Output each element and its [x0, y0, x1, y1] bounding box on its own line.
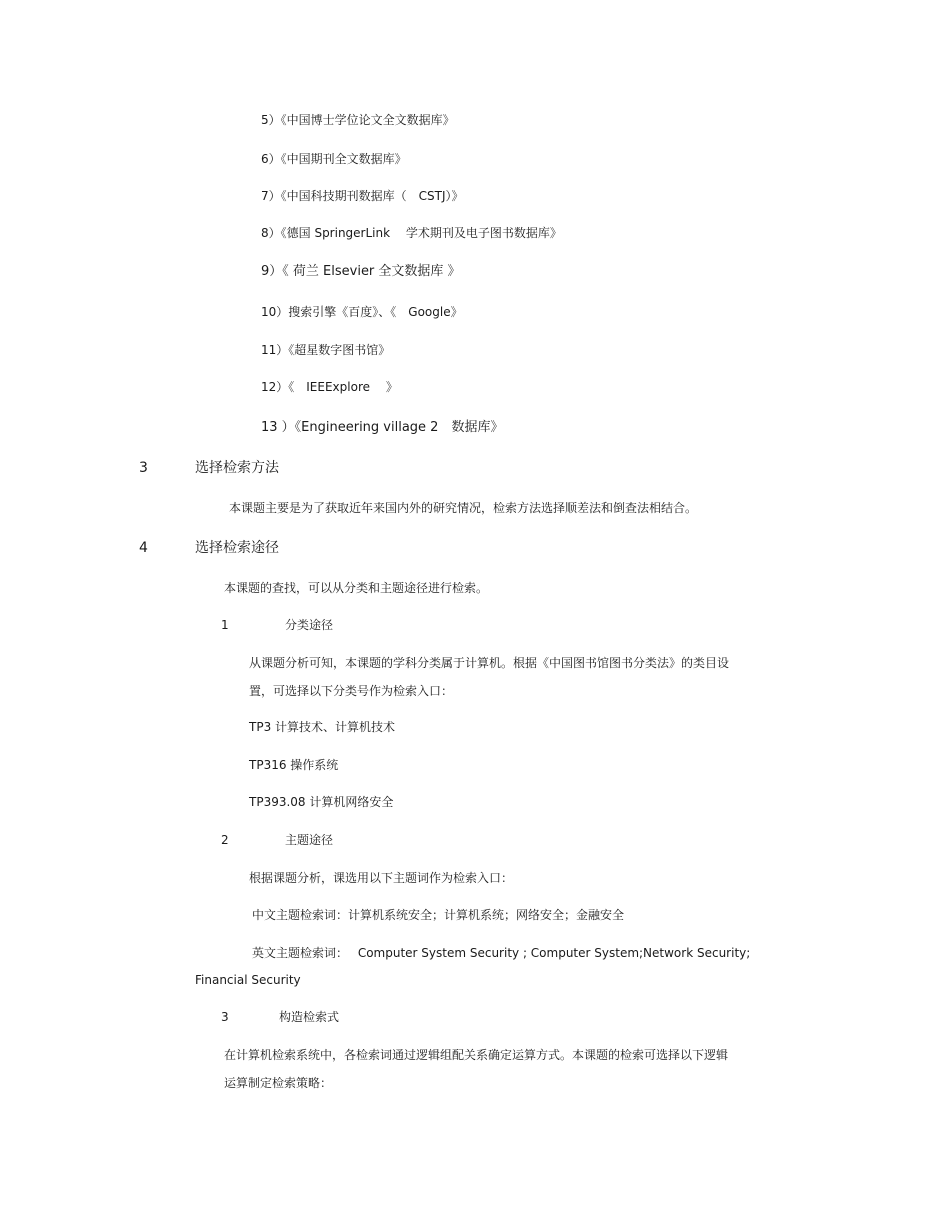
- database-item-9: 9）《 荷兰 Elsevier 全文数据库 》: [261, 264, 461, 279]
- subsection-2-number: 2: [221, 833, 229, 847]
- database-item-12: 12）《 IEEExplore 》: [261, 380, 398, 394]
- subsection-2-intro: 根据课题分析，课选用以下主题词作为检索入口：: [249, 871, 514, 885]
- subsection-1-paragraph-line-1: 从课题分析可知，本课题的学科分类属于计算机。根据《中国图书馆图书分类法》的类目设: [249, 656, 730, 670]
- subsection-1-title: 分类途径: [285, 618, 334, 632]
- subsection-3-number: 3: [221, 1010, 229, 1024]
- classification-code-tp3: TP3 计算技术、计算机技术: [249, 720, 396, 734]
- english-keywords-line-2: Financial Security: [195, 973, 301, 987]
- subsection-3-paragraph-line-2: 运算制定检索策略：: [224, 1076, 333, 1090]
- chinese-keywords: 中文主题检索词：计算机系统安全；计算机系统；网络安全；金融安全: [252, 908, 625, 922]
- database-item-8: 8）《德国 SpringerLink 学术期刊及电子图书数据库》: [261, 226, 562, 240]
- subsection-1-paragraph-line-2: 置，可选择以下分类号作为检索入口：: [249, 684, 454, 698]
- subsection-3-title: 构造检索式: [279, 1010, 340, 1024]
- database-item-11: 11）《超星数字图书馆》: [261, 343, 391, 357]
- section-3-paragraph: 本课题主要是为了获取近年来国内外的研究情况，检索方法选择顺差法和倒查法相结合。: [229, 501, 698, 515]
- subsection-1-number: 1: [221, 618, 229, 632]
- english-keywords-line-1: 英文主题检索词： Computer System Security ; Computer System;Network Security;: [252, 946, 751, 960]
- section-4-intro: 本课题的查找，可以从分类和主题途径进行检索。: [224, 581, 489, 595]
- section-4-number: 4: [139, 540, 148, 556]
- subsection-3-paragraph-line-1: 在计算机检索系统中，各检索词通过逻辑组配关系确定运算方式。本课题的检索可选择以下逻辑: [224, 1048, 729, 1062]
- subsection-2-title: 主题途径: [285, 833, 334, 847]
- classification-code-tp316: TP316 操作系统: [249, 758, 339, 772]
- database-item-13: 13 ）《Engineering village 2 数据库》: [261, 420, 504, 435]
- database-item-6: 6）《中国期刊全文数据库》: [261, 152, 407, 166]
- database-item-7: 7）《中国科技期刊数据库（ CSTJ）》: [261, 189, 464, 203]
- database-item-5: 5）《中国博士学位论文全文数据库》: [261, 113, 455, 127]
- section-3-title: 选择检索方法: [195, 460, 279, 476]
- database-item-10: 10）搜索引擎《百度》、《 Google》: [261, 305, 463, 319]
- section-4-title: 选择检索途径: [195, 540, 279, 556]
- classification-code-tp393: TP393.08 计算机网络安全: [249, 795, 394, 809]
- section-3-number: 3: [139, 460, 148, 476]
